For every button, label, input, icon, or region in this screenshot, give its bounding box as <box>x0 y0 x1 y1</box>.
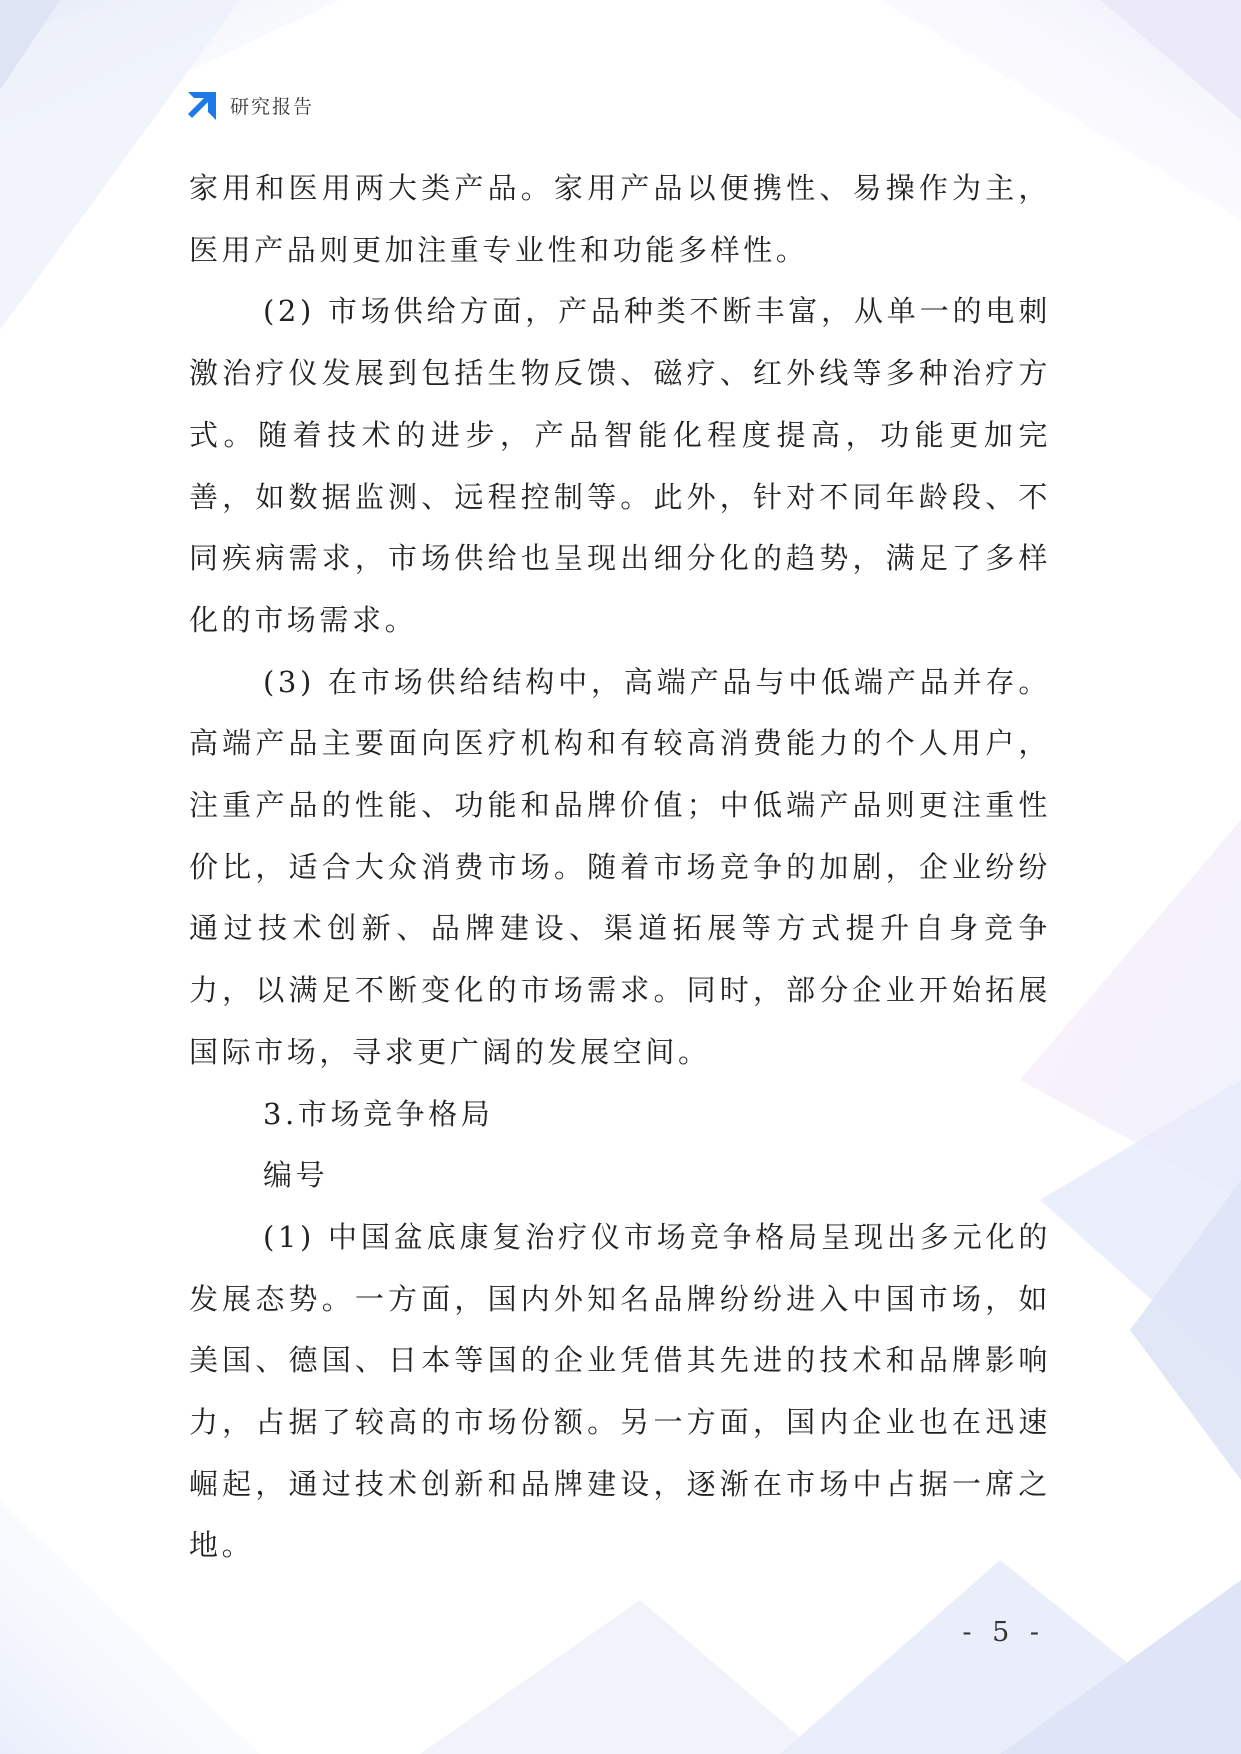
report-brand-label: 研究报告 <box>230 95 315 118</box>
report-header <box>186 88 314 122</box>
paragraph-competition-landscape: (1) 中国盆底康复治疗仪市场竞争格局呈现出多元化的发展态势。一方面，国内外知名品牌纷纷进入中国市场，如美国、德国、日本等国的企业凭借其先进的技术和品牌影响力，占据了较高的市场份额。另一方面，国内企业也在迅速崛起，通过技术创新和品牌建设，逐渐在市场中占据一席之地。 <box>189 1219 1051 1563</box>
arrow-up-right-icon <box>186 88 220 122</box>
section-heading-competition: 3.市场竞争格局 <box>263 1096 494 1131</box>
paragraph-supply-structure: (3) 在市场供给结构中，高端产品与中低端产品并存。高端产品主要面向医疗机构和有较高消费能力的个人用户，注重产品的性能、功能和品牌价值；中低端产品则更注重性价比，适合大众消费市场。随着市场竞争的加剧，企业纷纷通过技术创新、品牌建设、渠道拓展等方式提升自身竞争力，以满足不断变化的市场需求。同时，部分企业开始拓展国际市场，寻求更广阔的发展空间。 <box>189 664 1051 1069</box>
page-number: - 5 - <box>962 1617 1045 1648</box>
paragraph-product-types: 家用和医用两大类产品。家用产品以便携性、易操作为主，医用产品则更加注重专业性和功能多样性。 <box>189 171 1051 267</box>
paragraph-market-supply: (2) 市场供给方面，产品种类不断丰富，从单一的电刺激治疗仪发展到包括生物反馈、磁疗、红外线等多种治疗方式。随着技术的进步，产品智能化程度提高，功能更加完善，如数据监测、远程控制等。此外，针对不同年龄段、不同疾病需求，市场供给也呈现出细分化的趋势，满足了多样化的市场需求。 <box>189 294 1051 637</box>
document-body <box>189 158 1051 1577</box>
section-label-number: 编号 <box>263 1158 329 1193</box>
